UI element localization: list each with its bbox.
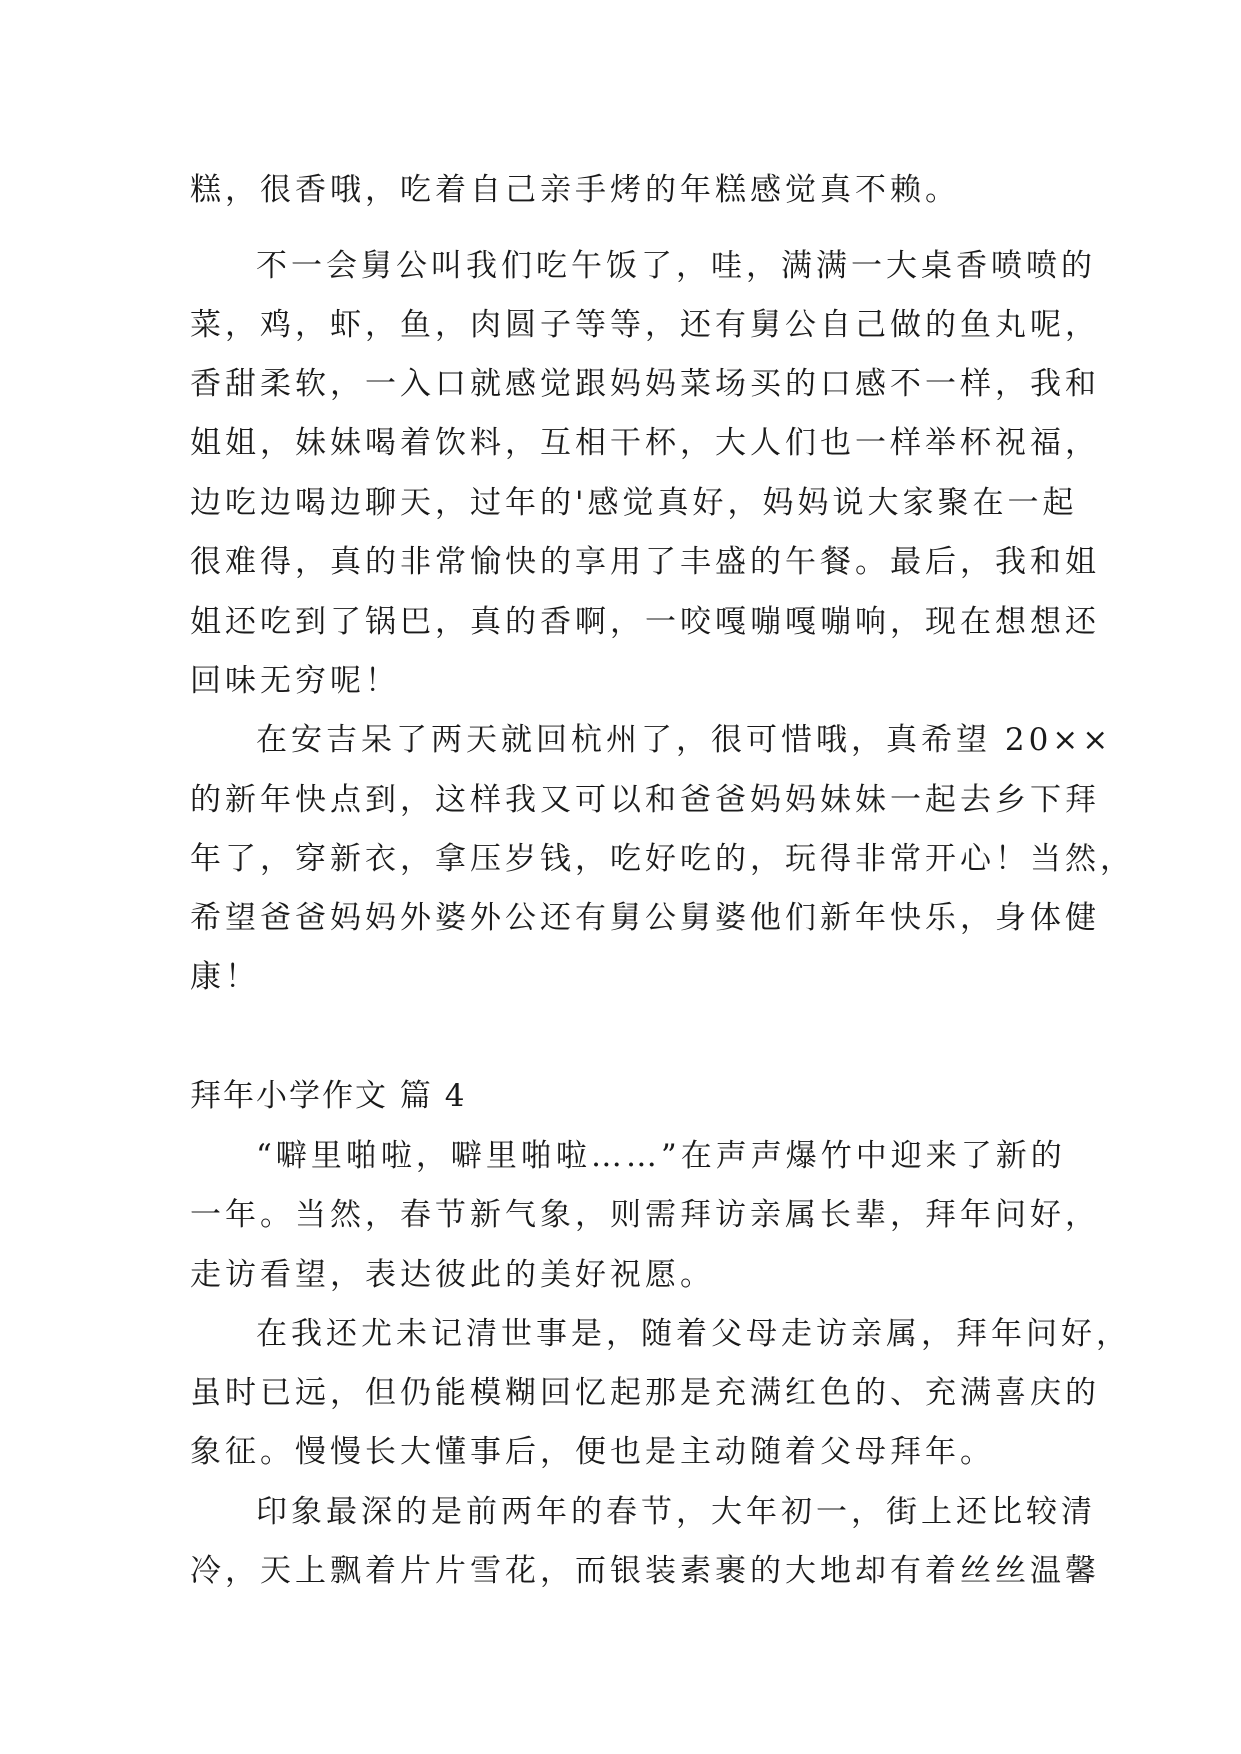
- text-line: 边吃边喝边聊天，过年的'感觉真好，妈妈说大家聚在一起: [190, 485, 1078, 521]
- text-line: 的新年快点到，这样我又可以和爸爸妈妈妹妹一起去乡下拜: [190, 782, 1100, 818]
- text-line: 虽时已远，但仍能模糊回忆起那是充满红色的、充满喜庆的: [190, 1375, 1100, 1411]
- text-line: 一年。当然，春节新气象，则需拜访亲属长辈，拜年问好，: [190, 1197, 1100, 1233]
- paragraph-start-line: “噼里啪啦，噼里啪啦……”在声声爆竹中迎来了新的: [256, 1138, 1066, 1174]
- text-line: 香甜柔软，一入口就感觉跟妈妈菜场买的口感不一样，我和: [190, 366, 1100, 402]
- text-line: 姐还吃到了锅巴，真的香啊，一咬嘎嘣嘎嘣响，现在想想还: [190, 604, 1100, 640]
- text-line: 冷，天上飘着片片雪花，而银装素裹的大地却有着丝丝温馨: [190, 1553, 1100, 1589]
- text-line: 糕，很香哦，吃着自己亲手烤的年糕感觉真不赖。: [190, 172, 960, 208]
- paragraph-start-line: 在安吉呆了两天就回杭州了，很可惜哦，真希望 20××: [256, 722, 1113, 758]
- text-line: 菜，鸡，虾，鱼，肉圆子等等，还有舅公自己做的鱼丸呢，: [190, 307, 1100, 343]
- paragraph-start-line: 不一会舅公叫我们吃午饭了，哇，满满一大桌香喷喷的: [256, 248, 1096, 284]
- paragraph-start-line: 在我还尤未记清世事是，随着父母走访亲属，拜年问好，: [256, 1316, 1131, 1352]
- text-line: 年了，穿新衣，拿压岁钱，吃好吃的，玩得非常开心！当然，: [190, 841, 1135, 877]
- text-line: 回味无穷呢！: [190, 663, 400, 699]
- text-line: 希望爸爸妈妈外婆外公还有舅公舅婆他们新年快乐，身体健: [190, 900, 1100, 936]
- text-line: 康！: [190, 959, 260, 995]
- text-line: 姐姐，妹妹喝着饮料，互相干杯，大人们也一样举杯祝福，: [190, 425, 1100, 461]
- text-line: 象征。慢慢长大懂事后，便也是主动随着父母拜年。: [190, 1434, 995, 1470]
- text-line: 很难得，真的非常愉快的享用了丰盛的午餐。最后，我和姐: [190, 544, 1100, 580]
- paragraph-start-line: 印象最深的是前两年的春节，大年初一，街上还比较清: [256, 1494, 1096, 1530]
- section-heading: 拜年小学作文 篇 4: [190, 1078, 467, 1114]
- text-line: 走访看望，表达彼此的美好祝愿。: [190, 1257, 715, 1293]
